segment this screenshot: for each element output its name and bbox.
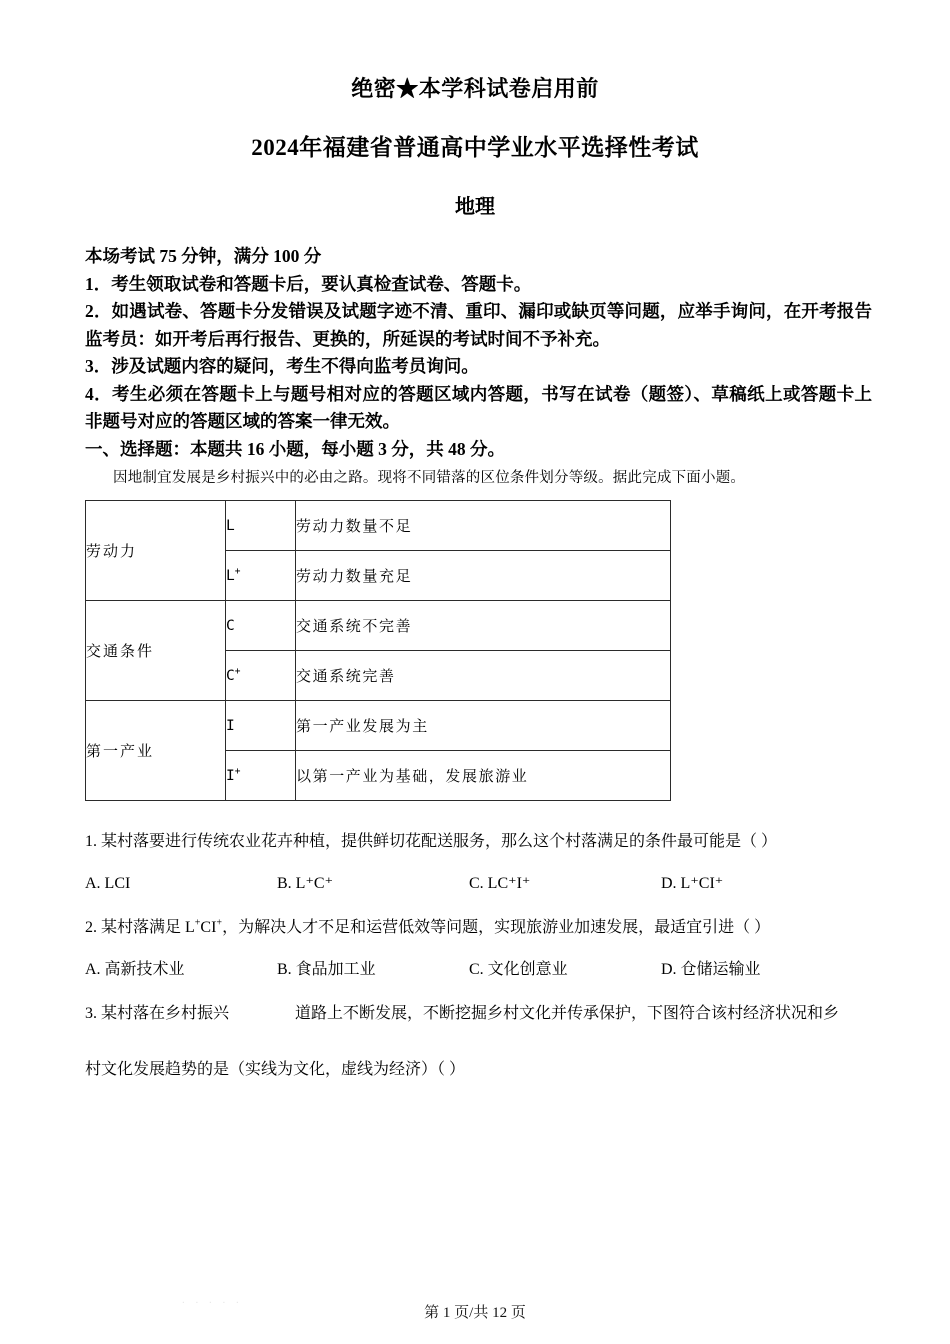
table-category-cell: 交通条件 (86, 601, 226, 701)
table-category-cell: 第一产业 (86, 701, 226, 801)
document-body (0, 243, 950, 1085)
question-1-stem: 1. 某村落要进行传统农业花卉种植，提供鲜切花配送服务，那么这个村落满足的条件最可能是（ ） (85, 833, 778, 850)
option-b[interactable]: B. L⁺C⁺ (277, 875, 334, 892)
question-1-options (85, 869, 872, 899)
table-desc-cell: 劳动力数量充足 (296, 551, 671, 601)
code-letter: C (226, 617, 235, 634)
instruction-item-2: 2．如遇试卷、答题卡分发错误及试题字迹不清、重印、漏印或缺页等问题，应举手询问，在开考报告监考员：如开考后再行报告、更换的，所延误的考试时间不予补充。 (85, 301, 872, 349)
subject-title: 地理 (455, 196, 495, 218)
code-superscript: + (234, 765, 241, 777)
code-superscript: + (234, 565, 241, 577)
table-row (86, 501, 671, 551)
option-b[interactable]: B. 食品加工业 (277, 961, 376, 978)
material-intro-text: 因地制宜发展是乡村振兴中的必由之路。现将不同错落的区位条件划分等级。据此完成下面小题。 (113, 470, 746, 486)
question-2 (85, 913, 872, 985)
option-a[interactable]: A. LCI (85, 875, 131, 892)
table-code-cell (226, 501, 296, 551)
code-letter: C (226, 667, 235, 684)
option-a[interactable]: A. 高新技术业 (85, 961, 185, 978)
table-code-cell (226, 651, 296, 701)
question-2-sup1: + (194, 917, 201, 929)
instruction-item-4: 4．考生必须在答题卡上与题号相对应的答题区域内答题，书写在试卷（题签）、草稿纸上或答题卡上非题号对应的答题区域的答案一律无效。 (85, 383, 872, 431)
question-2-stem-part3: ，为解决人才不足和运营低效等问题，实现旅游业加速发展，最适宜引进（ ） (222, 919, 771, 936)
question-2-options (85, 955, 872, 985)
table-code-cell (226, 601, 296, 651)
page-footer: 第 1 页/共 12 页 (424, 1305, 526, 1321)
instruction-duration: 本场考试 75 分钟，满分 100 分 (85, 246, 322, 266)
table-desc-cell: 劳动力数量不足 (296, 501, 671, 551)
table-category-cell: 劳动力 (86, 501, 226, 601)
code-letter: L (226, 517, 235, 534)
table-desc-cell: 第一产业发展为主 (296, 701, 671, 751)
code-letter: I (226, 717, 235, 734)
code-superscript: + (234, 665, 241, 677)
condition-grade-table (85, 500, 671, 801)
table-row (86, 701, 671, 751)
question-3-stem-before-gap: 3. 某村落在乡村振兴 (85, 1005, 230, 1022)
page-watermark: . . . . . (182, 1294, 243, 1306)
table-code-cell (226, 751, 296, 801)
questions-list (85, 827, 872, 1085)
exam-title: 2024年福建省普通高中学业水平选择性考试 (251, 135, 699, 160)
question-2-stem-part1: 2. 某村落满足 L (85, 919, 195, 936)
secret-notice: 绝密★本学科试卷启用前 (351, 76, 599, 101)
option-c[interactable]: C. LC⁺I⁺ (469, 875, 531, 892)
code-letter: I (226, 767, 235, 784)
instruction-item-1: 1．考生领取试卷和答题卡后，要认真检查试卷、答题卡。 (85, 273, 532, 294)
question-3-stem-continuation: 村文化发展趋势的是（实线为文化，虚线为经济）（ ） (85, 1061, 466, 1078)
table-desc-cell: 以第一产业为基础，发展旅游业 (296, 751, 671, 801)
table-code-cell (226, 551, 296, 601)
question-2-sup2: + (216, 917, 223, 929)
section-heading-choice: 一、选择题：本题共 16 小题，每小题 3 分，共 48 分。 (85, 438, 505, 459)
table-code-cell (226, 701, 296, 751)
code-letter: L (226, 567, 235, 584)
exam-instructions (85, 243, 872, 463)
question-2-stem-part2: CI (200, 919, 217, 936)
option-d[interactable]: D. 仓储运输业 (661, 961, 761, 978)
question-3 (85, 999, 872, 1085)
question-3-stem-after-gap: 道路上不断发展，不断挖掘乡村文化并传承保护，下图符合该村经济状况和乡 (295, 1005, 840, 1022)
question-1 (85, 827, 872, 899)
question-2-stem (85, 913, 872, 943)
option-d[interactable]: D. L⁺CI⁺ (661, 875, 724, 892)
option-c[interactable]: C. 文化创意业 (469, 961, 568, 978)
table-desc-cell: 交通系统完善 (296, 651, 671, 701)
instruction-item-3: 3．涉及试题内容的疑问，考生不得向监考员询问。 (85, 356, 479, 376)
table-row (86, 601, 671, 651)
question-3-stem (85, 999, 872, 1029)
table-desc-cell: 交通系统不完善 (296, 601, 671, 651)
